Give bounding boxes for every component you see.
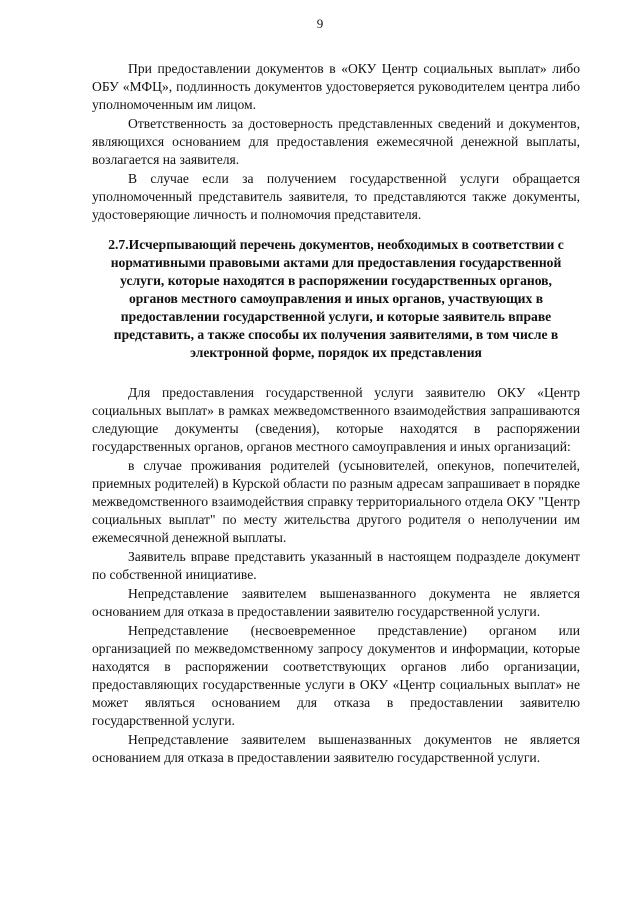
paragraph-interagency-request: Для предоставления государственной услуги заявителю ОКУ «Центр социальных выплат» в рамках межведомственного взаимодействия запрашиваются следующие документы (сведения), которые находятся в распоряжении государственных органов, органов местного самоуправления и иных организаций:: [92, 385, 580, 454]
page-content: [92, 60, 580, 767]
paragraph-responsibility: Ответственность за достоверность представленных сведений и документов, являющихся основанием для предоставления ежемесячной денежной выплаты, возлагается на заявителя.: [92, 116, 580, 167]
paragraph-separate-residence: в случае проживания родителей (усыновителей, опекунов, попечителей, приемных родителей) в Курской области по разным адресам запрашивает в порядке межведомственного взаимодействия справку территориального отдела ОКУ "Центр социальных выплат" по месту жительства другого родителя о неполучении им ежемесячной денежной выплаты.: [92, 458, 580, 545]
paragraph-representative: В случае если за получением государственной услуги обращается уполномоченный представитель заявителя, то представляются также документы, удостоверяющие личность и полномочия представителя.: [92, 171, 580, 222]
paragraph-not-grounds-refusal: Непредставление заявителем вышеназванного документа не является основанием для отказа в предоставлении заявителю государственной услуги.: [92, 586, 580, 619]
paragraph-not-grounds-refusal-documents: Непредставление заявителем вышеназванных документов не является основанием для отказа в предоставлении заявителю государственной услуги.: [92, 732, 580, 765]
page-number: 9: [316, 16, 324, 31]
paragraph-late-submission: Непредставление (несвоевременное представление) органом или организацией по межведомственному запросу документов и информации, которые находятся в распоряжении соответствующих органов либо организации, предоставляющих государственные услуги в ОКУ «Центр социальных выплат» не может являться основанием для отказа в предоставлении заявителю государственной услуги.: [92, 623, 580, 728]
paragraph-documents-certification: При предоставлении документов в «ОКУ Центр социальных выплат» либо ОБУ «МФЦ», подлинность документов удостоверяется руководителем центра либо уполномоченным им лицом.: [92, 61, 580, 112]
section-heading: 2.7.Исчерпывающий перечень документов, необходимых в соответствии с нормативными правовыми актами для предоставления государственной услуги, которые находятся в распоряжении государственных органов, органов местного самоуправления и иных органов, участвующих в предоставлении государственной услуги, и которые заявитель вправе представить, а также способы их получения заявителями, в том числе в электронной форме, порядок их представления: [108, 237, 564, 360]
paragraph-own-initiative: Заявитель вправе представить указанный в настоящем подразделе документ по собственной инициативе.: [92, 549, 580, 582]
